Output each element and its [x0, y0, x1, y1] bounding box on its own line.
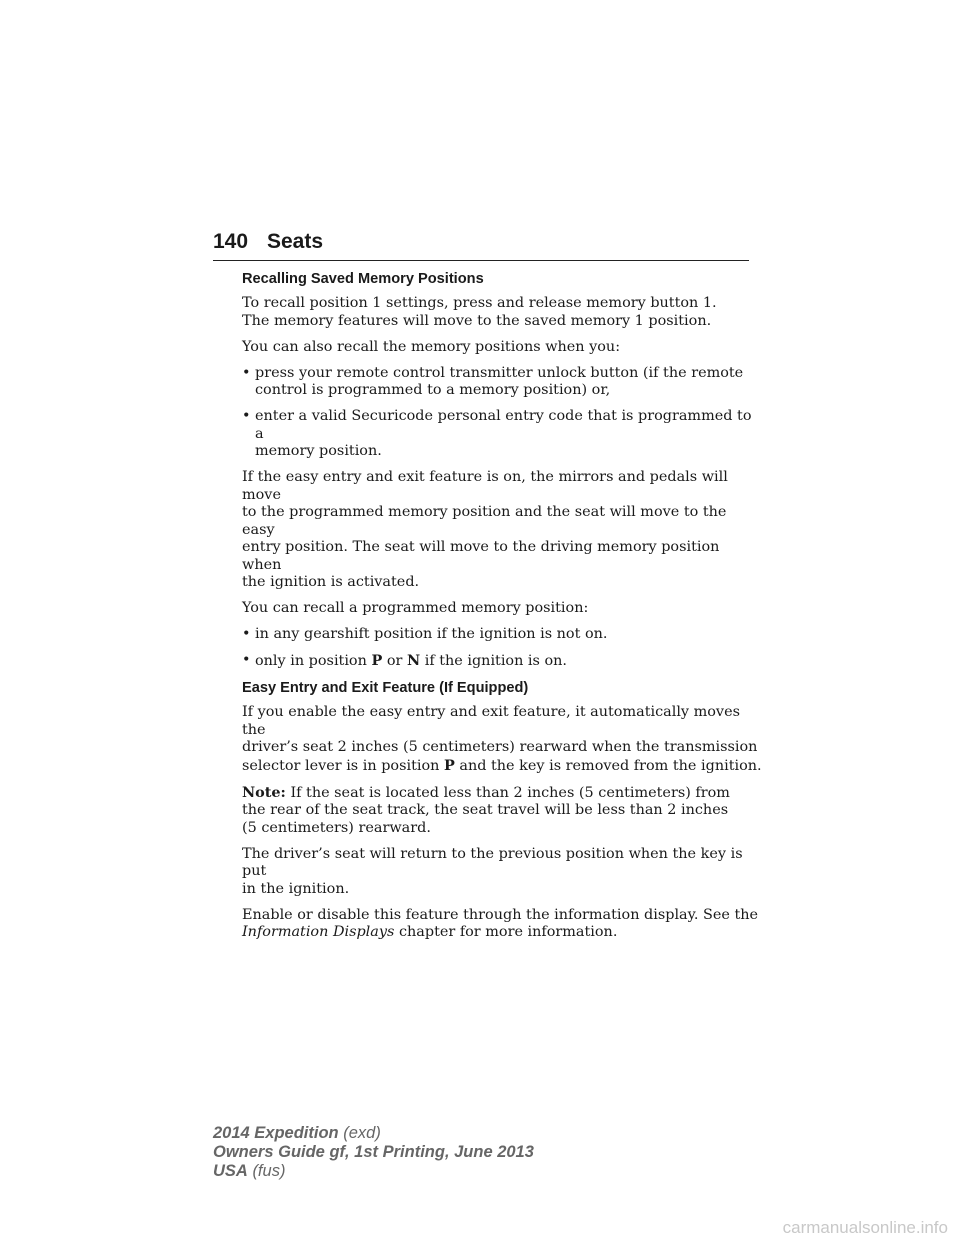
page-number: 140 — [213, 230, 249, 253]
recalling-paragraph-3: If the easy entry and exit feature is on, the mirrors and pedals will move to the programmed memory position and the seat will move to the easy entry position. The seat will move to the driving memory position when the ignition is activated. — [242, 469, 728, 590]
bullet-icon: • — [242, 364, 251, 381]
page-header — [213, 230, 749, 261]
bullet-item-position: • only in position P or N if the ignition is on. — [242, 652, 568, 669]
note-label: Note: — [242, 783, 286, 801]
easy-entry-paragraph-2: The driver’s seat will return to the previous position when the key is put in the ignition. — [242, 845, 743, 897]
footer-line-1: 2014 Expedition (exd) — [213, 1124, 381, 1142]
recalling-heading: Recalling Saved Memory Positions — [242, 271, 484, 287]
bullet-item-securicode: • enter a valid Securicode personal entry code that is programmed to a memory position. — [242, 408, 752, 459]
document-footer — [213, 1124, 534, 1181]
easy-entry-paragraph-3: Enable or disable this feature through the information display. See the Information Displays chapter for more information. — [242, 906, 759, 940]
bullet-icon: • — [242, 626, 251, 642]
page-content — [242, 270, 762, 950]
watermark: carmanualsonline.info — [782, 1218, 948, 1237]
section-title: Seats — [267, 230, 324, 253]
easy-entry-paragraph-1: If you enable the easy entry and exit feature, it automatically moves the driver’s seat 2 inches (5 centimeters) rearward when the transmission selector lever is in position P and the key is removed from the ignition. — [242, 704, 762, 774]
recalling-paragraph-2: You can also recall the memory positions when you: — [242, 338, 621, 355]
footer-line-3: USA (fus) — [213, 1162, 286, 1180]
recalling-paragraph-1: To recall position 1 settings, press and release memory button 1. The memory features will move to the saved memory 1 position. — [242, 295, 717, 329]
recalling-paragraph-4: You can recall a programmed memory position: — [242, 600, 589, 616]
easy-entry-heading: Easy Entry and Exit Feature (If Equipped) — [242, 680, 529, 696]
bullet-item-remote: • press your remote control transmitter unlock button (if the remote control is programmed to a memory position) or, — [242, 364, 744, 398]
footer-line-2: Owners Guide gf, 1st Printing, June 2013 — [213, 1143, 534, 1161]
chapter-reference: Information Displays — [242, 924, 395, 940]
bullet-icon: • — [242, 408, 251, 424]
bullet-item-gearshift: • in any gearshift position if the ignition is not on. — [242, 626, 608, 642]
easy-entry-note: Note: If the seat is located less than 2 inches (5 centimeters) from the rear of the seat track, the seat travel will be less than 2 inches (5 centimeters) rearward. — [242, 783, 730, 836]
bullet-icon: • — [242, 652, 251, 668]
